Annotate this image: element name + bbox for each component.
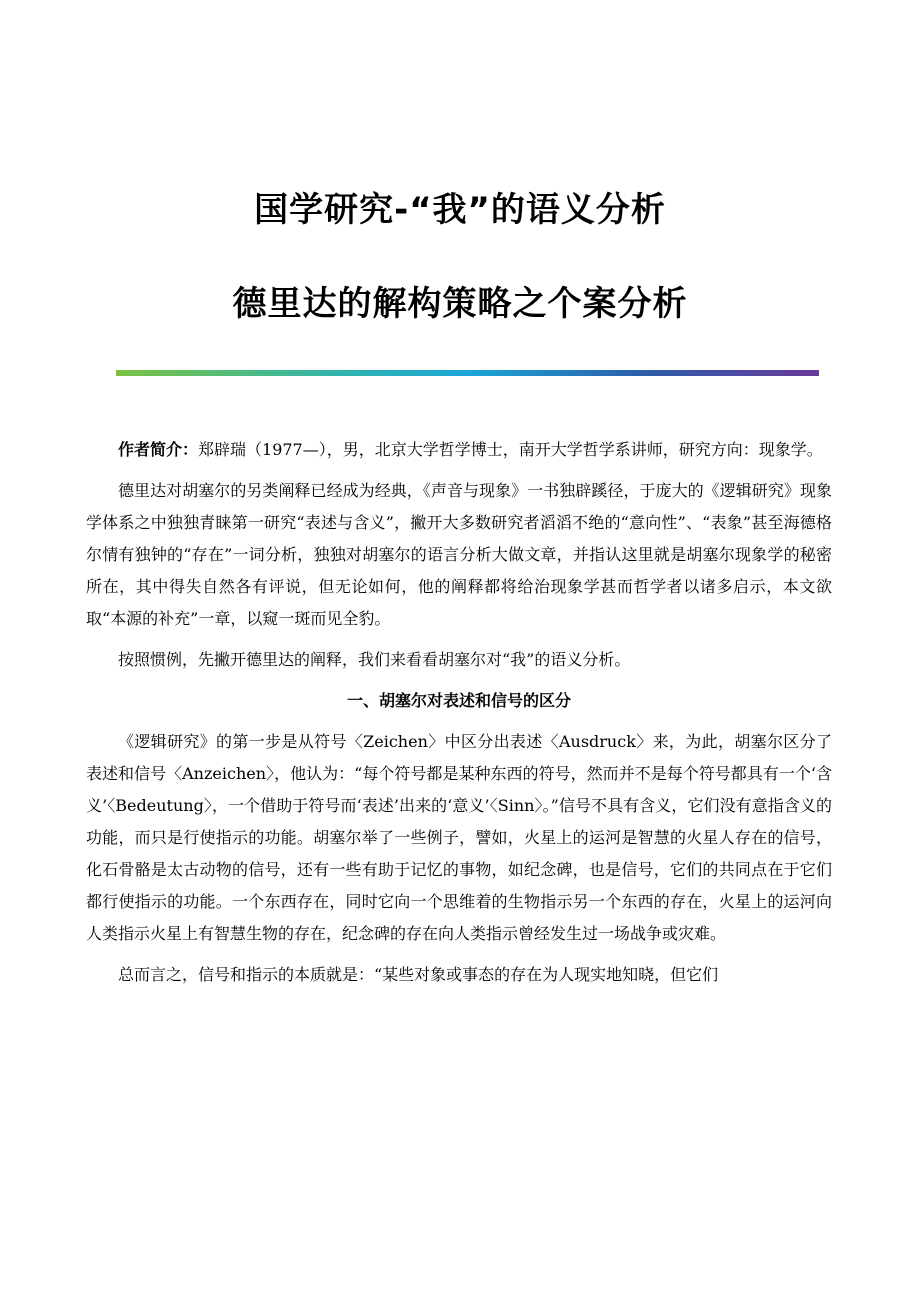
author-text: 郑辟瑞（1977—），男，北京大学哲学博士，南开大学哲学系讲师，研究方向：现象学。 xyxy=(198,440,823,459)
paragraph-section-2: 总而言之，信号和指示的本质就是：“某些对象或事态的存在为人现实地知晓，但它们 xyxy=(118,965,719,984)
author-label: 作者简介： xyxy=(118,440,199,459)
paragraph-transition: 按照惯例，先撇开德里达的阐释，我们来看看胡塞尔对“我”的语义分析。 xyxy=(118,650,631,669)
author-intro xyxy=(86,434,832,466)
document-body xyxy=(86,434,832,1000)
paragraph-intro: 德里达对胡塞尔的另类阐释已经成为经典，《声音与现象》一书独辟蹊径，于庞大的《逻辑研究》现象学体系之中独独青睐第一研究“表述与含义”，撇开大多数研究者滔滔不绝的“意向性”、“表象”甚至海德格尔情有独钟的“存在”一词分析，独独对胡塞尔的语言分析大做文章，并指认这里就是胡塞尔现象学的秘密所在，其中得失自然各有评说，但无论如何，他的阐释都将给治现象学甚而哲学者以诸多启示，本文欲取“本源的补充”一章，以窥一斑而见全豹。 xyxy=(86,481,832,628)
document-title-line2: 德里达的解构策略之个案分析 xyxy=(232,284,688,324)
paragraph-section-1: 《逻辑研究》的第一步是从符号〈Zeichen〉中区分出表述〈Ausdruck〉来，为此，胡塞尔区分了表述和信号〈Anzeichen〉，他认为：“每个符号都是某种东西的符号，然而并不是每个符号都具有一个‘含义’〈Bedeutung〉，一个借助于符号而‘表述’出来的‘意义’〈Sinn〉。”信号不具有含义，它们没有意指含义的功能，而只是行使指示的功能。胡塞尔举了一些例子，譬如，火星上的运河是智慧的火星人存在的信号，化石骨骼是太古动物的信号，还有一些有助于记忆的事物，如纪念碑，也是信号，它们的共同点在于它们都行使指示的功能。一个东西存在，同时它向一个思维着的生物指示另一个东西的存在，火星上的运河向人类指示火星上有智慧生物的存在，纪念碑的存在向人类指示曾经发生过一场战争或灾难。 xyxy=(86,732,832,943)
document-title-line1: 国学研究-“我”的语义分析 xyxy=(254,190,666,230)
section-heading: 一、胡塞尔对表述和信号的区分 xyxy=(346,691,571,710)
gradient-divider xyxy=(116,370,819,376)
